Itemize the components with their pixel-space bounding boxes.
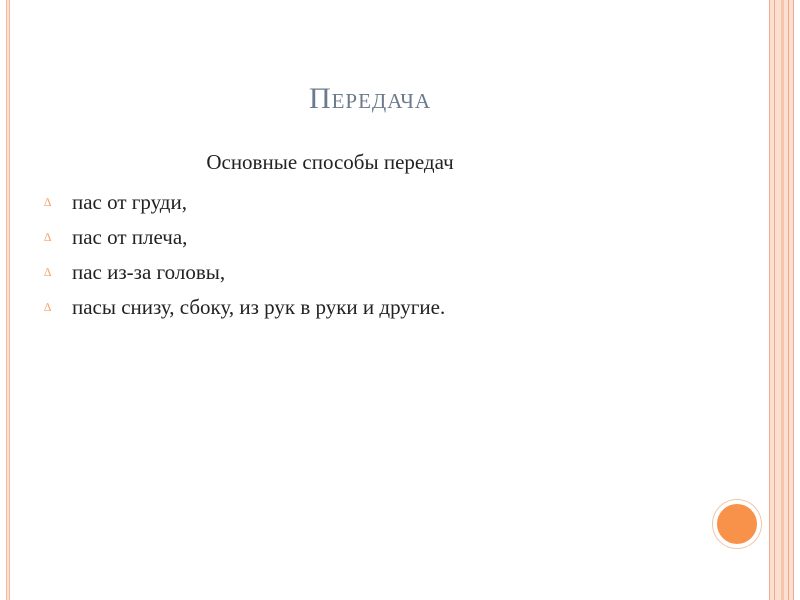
slide-subtitle: Основные способы передач	[206, 150, 454, 174]
orange-circle-decoration	[713, 500, 761, 548]
bullet-icon: ∆	[44, 230, 52, 244]
list-item	[44, 185, 445, 220]
bullet-text: пас из-за головы,	[72, 260, 226, 284]
bullet-icon: ∆	[44, 195, 52, 209]
slide-title: Передача	[308, 82, 432, 115]
bullet-text: пас от плеча,	[72, 225, 188, 249]
bullet-list	[44, 185, 445, 325]
bullet-text: пас от груди,	[72, 190, 187, 214]
list-item	[44, 255, 445, 290]
bullet-icon: ∆	[44, 265, 52, 279]
list-item	[44, 220, 445, 255]
bullet-text: пасы снизу, сбоку, из рук в руки и другие.	[72, 295, 446, 319]
right-border-decoration	[769, 0, 794, 600]
bullet-icon: ∆	[44, 300, 52, 314]
list-item	[44, 290, 445, 325]
